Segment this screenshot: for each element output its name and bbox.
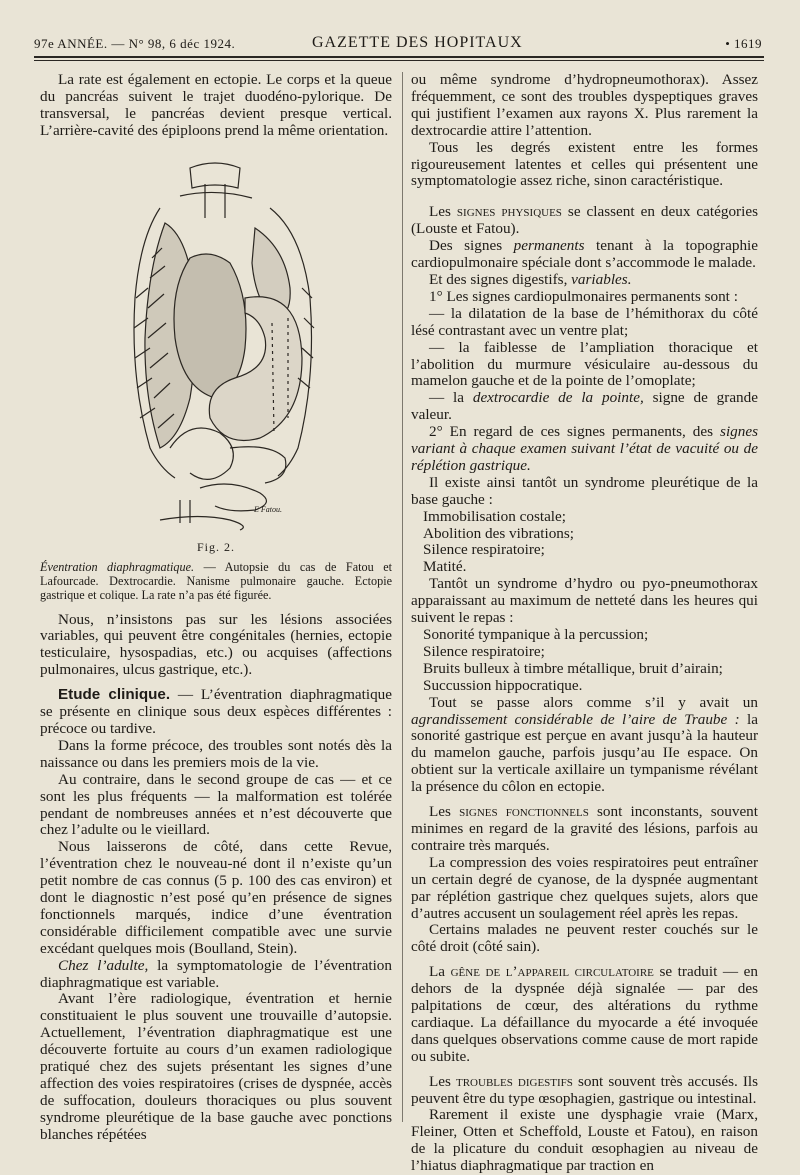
paragraph-dextrocardia: — la dextrocardie de la pointe, signe de grande valeur. [411, 389, 758, 424]
paragraph-physical-signs: Les signes physiques se classent en deux catégories (Louste et Fatou). [411, 203, 758, 238]
paragraph-point-2: 2° En regard de ces signes permanents, des signes variant à chaque examen suivant l’état de vacuité ou de réplétion gastrique. [411, 423, 758, 474]
paragraph-point-1: 1° Les signes cardiopulmonaires permanents sont : [429, 287, 738, 305]
figure-label: Fig. 2. [196, 539, 235, 554]
autopsy-drawing [40, 148, 392, 533]
list-item: Abolition des vibrations; [423, 524, 575, 542]
list-item: Silence respiratoire; [423, 642, 545, 660]
paragraph-hydro-pneumothorax: Tantôt un syndrome d’hydro ou pyo-pneumothorax apparaissant au maximum de netteté dans les heures qui suivent le repas : [411, 575, 758, 627]
paragraph-adult: Chez l’adulte, la symptomatologie de l’éventration diaphragmatique est variable. [40, 956, 392, 991]
list-item: Immobilisation costale; [423, 507, 566, 525]
paragraph-degrees: Tous les degrés existent entre les formes rigoureusement latentes et celles qui présentent une symptomatologie assez riche, sinon caractéristique. [411, 138, 758, 190]
list-item: Matité. [423, 558, 467, 576]
journal-title: GAZETTE DES HOPITAUX [312, 34, 523, 51]
header-rule-thin [34, 60, 764, 61]
paragraph-clinical-study: Etude clinique. — L’éventration diaphragmatique se présente en clinique sous deux espèces différentes : précoce ou tardive. [40, 686, 393, 737]
list-item: Silence respiratoire; [423, 541, 545, 559]
page-number: • 1619 [725, 36, 762, 51]
paragraph-dysphagia: Rarement il existe une dysphagie vraie (Marx, Fleiner, Otten et Scheffold, Louste et Fatou), en raison de la plicature du conduit œsophagien au niveau de l’hiatus diaphragmatique par traction en [411, 1106, 758, 1175]
paragraph-traube: Tout se passe alors comme s’il y avait un agrandissement considérable de l’aire de Traube : la sonorité gastrique est perçue en avant jusqu’à la hauteur du mamelon gauche, parfois jusqu’au IIe espace. On obtient sur la verticale axillaire un tympanisme révélant la présence du côlon en ectopie. [411, 693, 758, 796]
paragraph-pleural-syndrome: Il existe ainsi tantôt un syndrome pleurétique de la base gauche : [411, 473, 758, 508]
right-column [411, 72, 758, 1175]
paragraph-continuation: ou même syndrome d’hydropneumothorax). Assez fréquemment, ce sont des troubles dyspeptiques graves qui justifient l’examen aux rayons X. Plus rarement la dextrocardie attire l’attention. [411, 71, 758, 139]
list-item: Succussion hippocratique. [423, 676, 583, 694]
paragraph-early-form: Dans la forme précoce, des troubles sont notés dès la naissance ou dans les premiers mois de la vie. [40, 736, 392, 771]
figure-caption [40, 560, 392, 602]
caption-title: Éventration diaphragmatique. [40, 559, 195, 574]
paragraph-dilatation: — la dilatation de la base de l’hémithorax du côté lésé contrastant avec un ventre plat; [411, 304, 758, 339]
paragraph-newborn: Nous laisserons de côté, dans cette Revue, l’éventration chez le nouveau-né dont il n’existe qu’un petit nombre de cas connus (5 p. 100 des cas environ) et dont le diagnostic n’est posé qu’en présence de signes fonctionnels marqués, indice d’une éventration considérable difficilement compatible avec une survie excédant quelques mois (Boulland, Stein). [40, 838, 392, 957]
issue-line: 97e ANNÉE. — N° 98, 6 déc 1924. [34, 36, 236, 51]
list-item: Bruits bulleux à timbre métallique, bruit d’airain; [423, 659, 723, 677]
anatomical-figure [40, 148, 392, 533]
artist-signature: E Fatou. [254, 504, 282, 514]
left-column [40, 72, 392, 1144]
header-rule [34, 56, 764, 58]
paragraph-functional-signs: Les signes fonctionnels sont inconstants, souvent minimes en regard de la gravité des lésions, parfois au contraire très marqués. [411, 803, 758, 854]
paragraph-certain-patients: Certains malades ne peuvent rester couchés sur le côté droit (côté sain). [411, 921, 758, 956]
paragraph-spleen: La rate est également en ectopie. Le corps et la queue du pancréas suivent le trajet duodéno-pylorique. De transversal, le pancréas devient presque vertical. L’arrière-cavité des épiploons prend la même orientation. [40, 71, 392, 139]
paragraph-second-group: Au contraire, dans le second groupe de cas — et ce sont les plus fréquents — la malformation est tolérée pendant de nombreuses années et n’est découverte que chez l’adulte ou le vieillard. [40, 770, 392, 839]
paragraph-circulatory: La gêne de l’appareil circulatoire se traduit — en dehors de la dyspnée déjà signalée — par des palpitations de cœur, des altérations du rythme cardiaque. La défaillance du myocarde a été invoquée dans quelques observations comme cause de mort rapide ou subite. [411, 963, 758, 1065]
caption-text: — Autopsie du cas de Fatou et Lafourcade. Dextrocardie. Nanisme pulmonaire gauche. Ectopie gastrique et colique. La rate n’a pas été figurée. [40, 559, 392, 602]
paragraph-compression: La compression des voies respiratoires peut entraîner un certain degré de cyanose, de la dyspnée augmentant par réplétion gastrique chez quelques sujets, alors que d’autres accusent un soulagement réel après les repas. [411, 853, 758, 922]
paragraph-digestive-troubles: Les troubles digestifs sont souvent très accusés. Ils peuvent être du type œsophagien, gastrique ou intestinal. [411, 1072, 759, 1107]
running-header [30, 30, 772, 54]
section-heading-etude-clinique: Etude clinique. [58, 686, 171, 704]
paragraph-associated-lesions: Nous, n’insistons pas sur les lésions associées variables, qui peuvent être congénitales (hernies, ectopie testiculaire, hysospadias, etc.) ou acquises (affections pulmonaires, ulcus gastrique, etc.). [40, 610, 392, 679]
column-divider [402, 72, 403, 1122]
paragraph-weakness: — la faiblesse de l’ampliation thoracique et l’abolition du murmure vésiculaire au-dessous du mamelon gauche et de la pointe de l’omoplate; [411, 338, 758, 390]
paragraph-radiologic-era: Avant l’ère radiologique, éventration et hernie constituaient le plus souvent une trouvaille d’autopsie. Actuellement, l’éventration diaphragmatique est une découverte fortuite au cours d’un examen radiologique pratiqué chez des sujets présentant les signes d’une affection des voies respiratoires (crises de dyspnée, accès de suffocation, douleurs thoraciques ou plus souvent syndrome pleurétique de la base gauche avec ponctions blanches répétées [40, 990, 392, 1143]
paragraph-digestive-signs: Et des signes digestifs, variables. [429, 270, 632, 288]
paragraph-permanent-signs: Des signes permanents tenant à la topographie cardiopulmonaire spéciale dont s’accommode le malade. [411, 237, 758, 272]
list-item: Sonorité tympanique à la percussion; [423, 626, 649, 643]
